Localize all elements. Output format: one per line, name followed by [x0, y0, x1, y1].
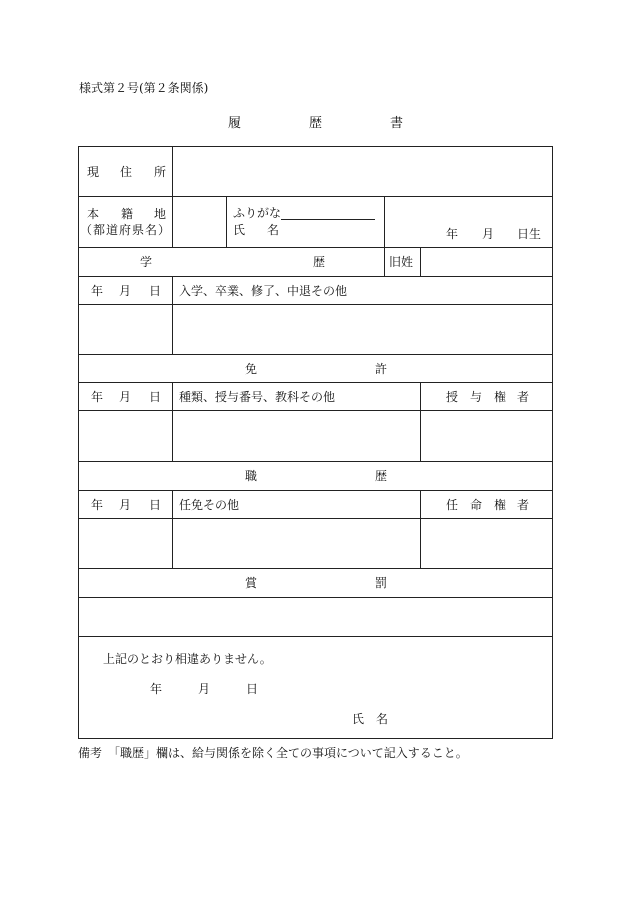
declaration-name-field[interactable]	[395, 706, 545, 732]
license-detail-header: 種類、授与番号、教科その他	[179, 390, 336, 404]
row-line	[78, 636, 553, 637]
row-line	[78, 490, 553, 491]
declaration-day-label: 日	[246, 682, 259, 696]
birth-year-label: 年	[446, 227, 459, 241]
declaration-statement: 上記のとおり相違ありません。	[103, 652, 272, 666]
row-line	[78, 461, 553, 462]
birthdate-field[interactable]	[386, 198, 551, 246]
col-line	[172, 146, 173, 248]
license-month-label: 月	[119, 390, 132, 404]
row-line	[78, 382, 553, 383]
license-authority-char-1: 授	[446, 390, 459, 404]
row-line	[78, 568, 553, 569]
former-name-field[interactable]	[422, 249, 551, 275]
furigana-underline	[281, 219, 375, 220]
table-border-bottom	[78, 738, 553, 739]
declaration-name-char-1: 氏	[352, 712, 365, 726]
career-authority-char-1: 任	[446, 498, 459, 512]
education-heading-char-2: 歴	[313, 255, 326, 269]
col-line	[172, 490, 173, 569]
table-border-right	[552, 146, 553, 739]
col-line	[172, 276, 173, 355]
col-line	[226, 196, 227, 248]
col-line	[420, 247, 421, 277]
education-month-label: 月	[119, 284, 132, 298]
career-authority-char-4: 者	[517, 498, 530, 512]
rewards-field[interactable]	[80, 599, 551, 635]
career-date-field[interactable]	[80, 520, 171, 567]
career-authority-char-2: 命	[470, 498, 483, 512]
title-char-1: 履	[228, 116, 242, 131]
furigana-label: ふりがな	[233, 206, 282, 220]
col-line	[420, 382, 421, 462]
career-heading-char-1: 職	[245, 469, 258, 483]
license-heading-char-2: 許	[375, 362, 388, 376]
name-label-char-2: 名	[267, 223, 280, 237]
career-year-label: 年	[91, 498, 104, 512]
education-day-label: 日	[149, 284, 162, 298]
row-line	[78, 304, 553, 305]
declaration-date-field[interactable]	[110, 678, 260, 700]
footer-note: 備考 「職歴」欄は、給与関係を除く全ての事項について記入すること。	[78, 746, 468, 760]
rewards-heading-char-2: 罰	[375, 576, 388, 590]
license-detail-field[interactable]	[174, 412, 419, 460]
education-detail-field[interactable]	[174, 306, 551, 353]
address-label-char-1: 現	[87, 165, 100, 179]
education-heading-char-1: 学	[140, 255, 153, 269]
row-line	[78, 196, 553, 197]
domicile-label-char-2: 籍	[121, 207, 134, 221]
name-field[interactable]	[284, 222, 382, 244]
address-field[interactable]	[174, 148, 551, 195]
title-char-3: 書	[390, 116, 404, 131]
birth-day-label: 日生	[517, 227, 542, 241]
form-number: 様式第２号(第２条関係)	[79, 81, 209, 95]
col-line	[384, 196, 385, 277]
license-day-label: 日	[149, 390, 162, 404]
career-month-label: 月	[119, 498, 132, 512]
career-day-label: 日	[149, 498, 162, 512]
furigana-field[interactable]	[281, 203, 375, 219]
license-heading-char-1: 免	[245, 362, 258, 376]
col-line	[172, 382, 173, 462]
table-border-left	[78, 146, 79, 739]
career-detail-field[interactable]	[174, 520, 419, 567]
career-detail-header: 任免その他	[179, 498, 240, 512]
row-line	[78, 354, 553, 355]
license-authority-char-3: 権	[494, 390, 507, 404]
former-name-label: 旧姓	[389, 255, 414, 269]
license-authority-char-4: 者	[517, 390, 530, 404]
license-year-label: 年	[91, 390, 104, 404]
name-label-char-1: 氏	[233, 223, 246, 237]
domicile-label-char-3: 地	[154, 207, 167, 221]
license-authority-char-2: 与	[470, 390, 483, 404]
row-line	[78, 518, 553, 519]
domicile-prefecture-label: （都道府県名）	[80, 223, 172, 237]
declaration-year-label: 年	[150, 682, 163, 696]
title-char-2: 歴	[309, 116, 323, 131]
education-detail-header: 入学、卒業、修了、中退その他	[179, 284, 348, 298]
career-heading-char-2: 歴	[375, 469, 388, 483]
domicile-label-char-1: 本	[87, 207, 100, 221]
declaration-name-char-2: 名	[376, 712, 389, 726]
education-year-label: 年	[91, 284, 104, 298]
career-authority-field[interactable]	[422, 520, 551, 567]
birth-month-label: 月	[482, 227, 495, 241]
license-date-field[interactable]	[80, 412, 171, 460]
row-line	[78, 247, 553, 248]
domicile-field[interactable]	[174, 198, 225, 246]
rewards-heading-char-1: 賞	[245, 576, 258, 590]
address-label-char-2: 住	[120, 165, 133, 179]
row-line	[78, 597, 553, 598]
career-authority-char-3: 権	[494, 498, 507, 512]
row-line	[78, 410, 553, 411]
license-authority-field[interactable]	[422, 412, 551, 460]
address-label-char-3: 所	[154, 165, 167, 179]
row-line	[78, 276, 553, 277]
education-date-field[interactable]	[80, 306, 171, 353]
table-border-top	[78, 146, 553, 147]
declaration-month-label: 月	[198, 682, 211, 696]
col-line	[420, 490, 421, 569]
